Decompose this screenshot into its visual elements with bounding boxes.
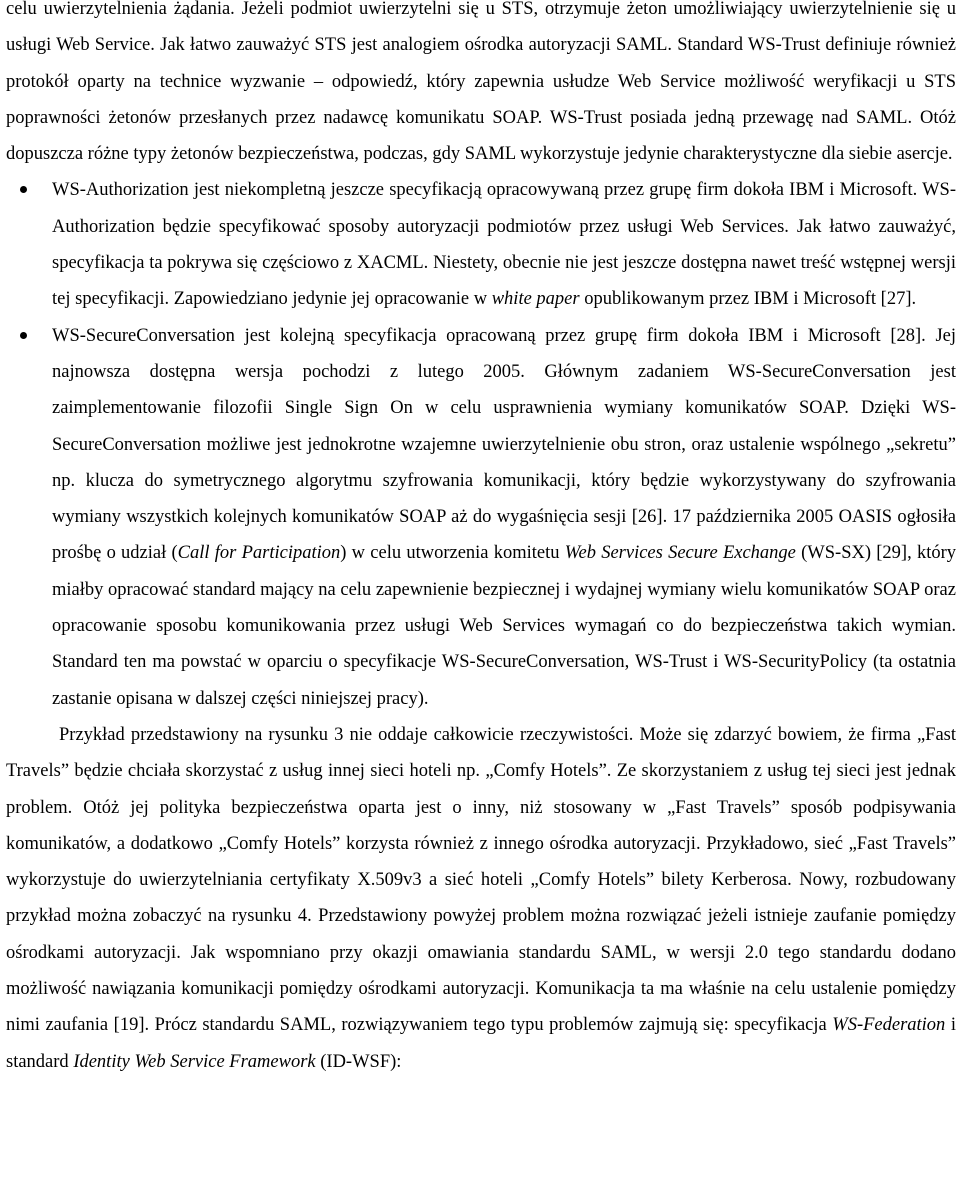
list-item-text: (WS-SX) [29], który miałby opracować standard mający na celu zapewnienie bezpiecznej i wydajnej wymiany wielu komunikatów SOAP oraz opracowanie sposobu komunikowania przez usługi Web Services wymagań co do bezpieczeństwa takich wymian. Standard ten ma powstać w oparciu o specyfikacje WS-SecureConversation, WS-Trust i WS-SecurityPolicy (ta ostatnia zastanie opisana w dalszej części niniejszej pracy). <box>52 543 957 709</box>
list-item-text: WS-SecureConversation jest kolejną specyfikacja opracowaną przez grupę firm dokoła IBM i Microsoft [28]. Jej najnowsza dostępna wersja pochodzi z lutego 2005. Głównym zadaniem WS-SecureConversation jest zaimplementowanie filozofii Single Sign On w celu usprawnienia wymiany komunikatów SOAP. Dzięki WS-SecureConversation możliwe jest jednokrotne wzajemne uwierzytelnienie obu stron, oraz ustalenie wspólnego „sekretu” np. klucza do symetrycznego algorytmu szyfrowania komunikacji, który będzie wykorzystywany do szyfrowania wymiany wszystkich kolejnych komunikatów SOAP aż do wygaśnięcia sesji [26]. 17 października 2005 OASIS ogłosiła prośbę o udział ( <box>52 325 956 564</box>
paragraph-text: celu uwierzytelnienia żądania. Jeżeli podmiot uwierzytelni się u STS, otrzymuje żeton umożliwiający uwierzytelnienie się u usługi Web Service. Jak łatwo zauważyć STS jest analogiem ośrodka autoryzacji SAML. Standard WS-Trust definiuje również protokół oparty na technice wyzwanie – odpowiedź, który zapewnia usłudze Web Service możliwość weryfikacji u STS poprawności żetonów przesłanych przez nadawcę komunikatu SOAP. WS-Trust posiada jedną przewagę nad SAML. Otóż dopuszcza różne typy żetonów bezpieczeństwa, podczas, gdy SAML wykorzystuje jedynie charakterystyczne dla siebie asercje. <box>6 0 956 165</box>
paragraph-example <box>6 717 956 1080</box>
emphasis-text: white paper <box>491 289 580 310</box>
bullet-icon <box>20 186 27 193</box>
list-item-text: opublikowanym przez IBM i Microsoft [27]. <box>579 289 917 310</box>
bullet-list <box>6 172 956 716</box>
emphasis-text: Identity Web Service Framework <box>73 1051 316 1072</box>
paragraph-text: Przykład przedstawiony na rysunku 3 nie oddaje całkowicie rzeczywistości. Może się zdarzyć bowiem, że firma „Fast Travels” będzie chciała skorzystać z usług innej sieci hoteli np. „Comfy Hotels”. Ze skorzystaniem z usług tej sieci jest jednak problem. Otóż jej polityka bezpieczeństwa oparta jest o inny, niż stosowany w „Fast Travels” sposób podpisywania komunikatów, a dodatkowo „Comfy Hotels” korzysta również z innego ośrodka autoryzacji. Przykładowo, sieć „Fast Travels” wykorzystuje do uwierzytelniania certyfikaty X.509v3 a sieć hoteli „Comfy Hotels” bilety Kerberosa. Nowy, rozbudowany przykład można zobaczyć na rysunku 4. Przedstawiony powyżej problem można rozwiązać jeżeli istnieje zaufanie pomiędzy ośrodkami autoryzacji. Jak wspomniano przy okazji omawiania standardu SAML, w wersji 2.0 tego standardu dodano możliwość nawiązania komunikacji pomiędzy ośrodkami autoryzacji. Komunikacja ta ma właśnie na celu ustalenie pomiędzy nimi zaufania [19]. Prócz standardu SAML, rozwiązywaniem tego typu problemów zajmują się: specyfikacja <box>6 724 956 1036</box>
list-item-text: ) w celu utworzenia komitetu <box>340 543 565 564</box>
list-item-ws-authorization <box>6 172 956 317</box>
bullet-icon <box>20 332 27 339</box>
paragraph-sts <box>6 0 956 172</box>
emphasis-text: WS-Federation <box>832 1015 946 1036</box>
paragraph-text: (ID-WSF): <box>315 1051 402 1072</box>
paragraph-text: i standard <box>6 1015 957 1072</box>
list-item-text: WS-Authorization jest niekompletną jeszcze specyfikacją opracowywaną przez grupę firm dokoła IBM i Microsoft. WS-Authorization będzie specyfikować sposoby autoryzacji podmiotów przez usługi Web Services. Jak łatwo zauważyć, specyfikacja ta pokrywa się częściowo z XACML. Niestety, obecnie nie jest jeszcze dostępna nawet treść wstępnej wersji tej specyfikacji. Zapowiedziano jedynie jej opracowanie w <box>52 180 956 310</box>
emphasis-text: Call for Participation <box>177 543 341 564</box>
list-item-ws-secureconversation <box>6 318 956 717</box>
emphasis-text: Web Services Secure Exchange <box>564 543 796 564</box>
